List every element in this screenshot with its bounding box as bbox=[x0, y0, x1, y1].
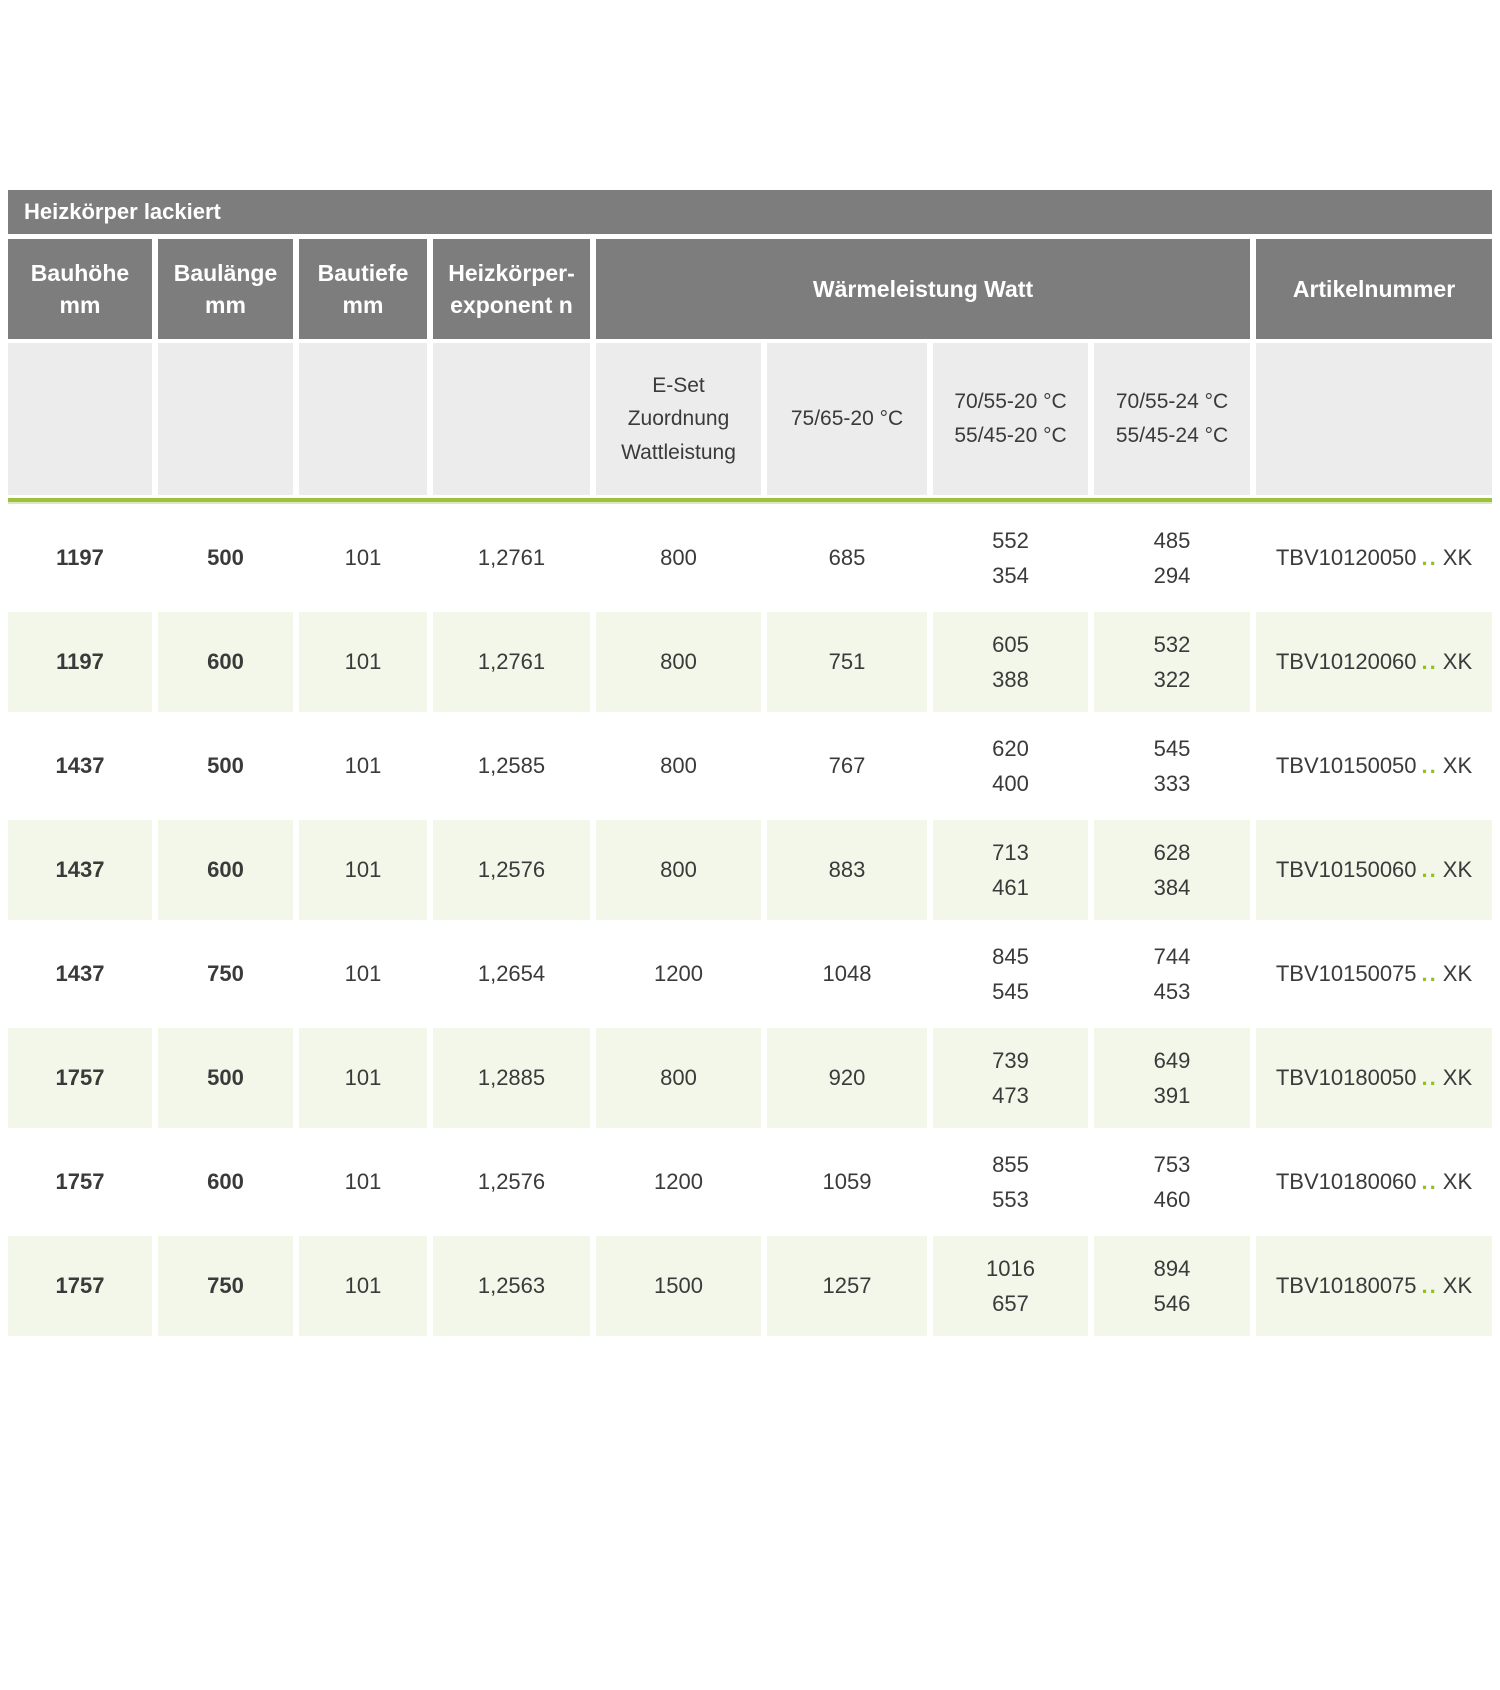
cell-eset-watt: 800 bbox=[596, 1028, 761, 1128]
cell-exponent: 1,2885 bbox=[433, 1028, 590, 1128]
artikel-prefix: TBV10120060 bbox=[1275, 649, 1417, 674]
cell-artikelnummer bbox=[1256, 1236, 1492, 1336]
cell-bauhoehe: 1197 bbox=[8, 508, 152, 608]
cell-eset-watt: 800 bbox=[596, 716, 761, 816]
cell-watt-7565: 883 bbox=[767, 820, 927, 920]
table-row bbox=[8, 612, 1492, 712]
cell-bautiefe: 101 bbox=[299, 1236, 427, 1336]
watt-value-low: 384 bbox=[1153, 875, 1191, 900]
header-line: mm bbox=[59, 292, 101, 318]
table-title: Heizkörper lackiert bbox=[24, 199, 221, 224]
watt-value-low: 400 bbox=[992, 771, 1029, 796]
cell-watt-7055-20 bbox=[933, 820, 1088, 920]
subheader-line: 70/55-24 °C bbox=[1115, 390, 1229, 414]
watt-value-high: 545 bbox=[1153, 735, 1191, 761]
cell-watt-7055-24 bbox=[1094, 1028, 1250, 1128]
cell-watt-7565: 751 bbox=[767, 612, 927, 712]
cell-watt-7055-20 bbox=[933, 1132, 1088, 1232]
subheader-line: Zuordnung bbox=[627, 407, 730, 431]
subheader-empty-exponent bbox=[433, 343, 590, 495]
watt-value-low: 333 bbox=[1153, 771, 1191, 796]
watt-value-high: 744 bbox=[1153, 943, 1191, 969]
subheader-empty-bautiefe bbox=[299, 343, 427, 495]
cell-exponent: 1,2576 bbox=[433, 1132, 590, 1232]
subheader-7565 bbox=[767, 343, 927, 495]
subheader-empty-artikelnummer bbox=[1256, 343, 1492, 495]
watt-value-high: 713 bbox=[992, 839, 1029, 865]
artikel-prefix: TBV10150050 bbox=[1275, 753, 1417, 778]
subheader-line: 55/45-24 °C bbox=[1115, 424, 1229, 447]
watt-value-high: 739 bbox=[992, 1047, 1029, 1073]
artikel-dots: .. bbox=[1421, 961, 1438, 986]
cell-bauhoehe: 1757 bbox=[8, 1028, 152, 1128]
watt-value-low: 322 bbox=[1153, 667, 1191, 692]
cell-bautiefe: 101 bbox=[299, 924, 427, 1024]
header-artikelnummer bbox=[1256, 239, 1492, 339]
artikel-prefix: TBV10180075 bbox=[1275, 1273, 1417, 1298]
watt-value-high: 649 bbox=[1153, 1047, 1191, 1073]
table-row bbox=[8, 1132, 1492, 1232]
artikel-prefix: TBV10180050 bbox=[1275, 1065, 1417, 1090]
subheader-7055-24 bbox=[1094, 343, 1250, 495]
cell-eset-watt: 1500 bbox=[596, 1236, 761, 1336]
cell-baulaenge: 600 bbox=[158, 1132, 293, 1232]
cell-watt-7055-20 bbox=[933, 924, 1088, 1024]
header-baulaenge bbox=[158, 239, 293, 339]
artikel-dots: .. bbox=[1421, 545, 1438, 570]
table-title-bar bbox=[8, 190, 1492, 234]
watt-value-low: 473 bbox=[992, 1083, 1029, 1108]
cell-artikelnummer bbox=[1256, 924, 1492, 1024]
subheader-line: E-Set bbox=[652, 373, 705, 397]
cell-bautiefe: 101 bbox=[299, 820, 427, 920]
cell-baulaenge: 750 bbox=[158, 1236, 293, 1336]
table-row bbox=[8, 1236, 1492, 1336]
cell-baulaenge: 500 bbox=[158, 508, 293, 608]
watt-value-high: 1016 bbox=[986, 1255, 1035, 1281]
cell-bautiefe: 101 bbox=[299, 508, 427, 608]
subheader-empty-bauhoehe bbox=[8, 343, 152, 495]
header-bauhoehe bbox=[8, 239, 152, 339]
artikel-dots: .. bbox=[1421, 649, 1438, 674]
radiator-spec-table bbox=[8, 190, 1492, 1336]
cell-artikelnummer bbox=[1256, 612, 1492, 712]
header-line: Wärmeleistung Watt bbox=[812, 275, 1034, 302]
cell-bauhoehe: 1437 bbox=[8, 924, 152, 1024]
cell-baulaenge: 600 bbox=[158, 820, 293, 920]
cell-watt-7055-20 bbox=[933, 612, 1088, 712]
cell-bauhoehe: 1437 bbox=[8, 820, 152, 920]
subheader-line: 55/45-20 °C bbox=[954, 424, 1067, 447]
cell-watt-7055-24 bbox=[1094, 820, 1250, 920]
cell-watt-7055-24 bbox=[1094, 508, 1250, 608]
cell-watt-7565: 767 bbox=[767, 716, 927, 816]
cell-exponent: 1,2585 bbox=[433, 716, 590, 816]
subheader-7055-20 bbox=[933, 343, 1088, 495]
cell-bautiefe: 101 bbox=[299, 1132, 427, 1232]
cell-baulaenge: 500 bbox=[158, 716, 293, 816]
cell-bauhoehe: 1757 bbox=[8, 1132, 152, 1232]
cell-baulaenge: 500 bbox=[158, 1028, 293, 1128]
watt-value-low: 354 bbox=[992, 563, 1029, 588]
watt-value-low: 553 bbox=[992, 1187, 1029, 1212]
artikel-dots: .. bbox=[1421, 1169, 1438, 1194]
cell-bautiefe: 101 bbox=[299, 1028, 427, 1128]
artikel-suffix: XK bbox=[1442, 753, 1473, 778]
artikel-suffix: XK bbox=[1442, 1169, 1473, 1194]
table-row bbox=[8, 820, 1492, 920]
cell-bauhoehe: 1437 bbox=[8, 716, 152, 816]
cell-watt-7055-20 bbox=[933, 1236, 1088, 1336]
artikel-prefix: TBV10150075 bbox=[1275, 961, 1417, 986]
header-bautiefe bbox=[299, 239, 427, 339]
artikel-suffix: XK bbox=[1442, 857, 1473, 882]
subheader-line: 75/65-20 °C bbox=[790, 407, 904, 431]
cell-watt-7055-24 bbox=[1094, 716, 1250, 816]
cell-exponent: 1,2654 bbox=[433, 924, 590, 1024]
watt-value-high: 628 bbox=[1153, 839, 1191, 865]
table-body bbox=[8, 508, 1492, 1336]
table-row bbox=[8, 716, 1492, 816]
cell-watt-7055-24 bbox=[1094, 924, 1250, 1024]
header-line: mm bbox=[205, 292, 246, 318]
cell-watt-7055-20 bbox=[933, 508, 1088, 608]
artikel-prefix: TBV10180060 bbox=[1275, 1169, 1417, 1194]
header-line: Baulänge bbox=[173, 259, 278, 286]
cell-bautiefe: 101 bbox=[299, 612, 427, 712]
watt-value-low: 388 bbox=[992, 667, 1029, 692]
watt-value-high: 605 bbox=[992, 631, 1029, 657]
watt-value-high: 485 bbox=[1153, 527, 1191, 553]
watt-value-low: 460 bbox=[1153, 1187, 1191, 1212]
cell-bauhoehe: 1197 bbox=[8, 612, 152, 712]
cell-artikelnummer bbox=[1256, 1028, 1492, 1128]
cell-watt-7565: 1257 bbox=[767, 1236, 927, 1336]
cell-bauhoehe: 1757 bbox=[8, 1236, 152, 1336]
cell-watt-7055-24 bbox=[1094, 612, 1250, 712]
artikel-dots: .. bbox=[1421, 857, 1438, 882]
green-separator-light bbox=[8, 502, 1492, 504]
artikel-dots: .. bbox=[1421, 753, 1438, 778]
cell-watt-7055-20 bbox=[933, 716, 1088, 816]
watt-value-low: 461 bbox=[992, 875, 1029, 900]
watt-value-low: 657 bbox=[992, 1291, 1029, 1316]
watt-value-low: 294 bbox=[1153, 563, 1191, 588]
watt-value-low: 545 bbox=[992, 979, 1029, 1004]
artikel-suffix: XK bbox=[1442, 545, 1473, 570]
cell-watt-7565: 1059 bbox=[767, 1132, 927, 1232]
cell-eset-watt: 800 bbox=[596, 508, 761, 608]
cell-eset-watt: 800 bbox=[596, 820, 761, 920]
subheader-line: 70/55-20 °C bbox=[954, 390, 1067, 414]
cell-watt-7055-24 bbox=[1094, 1236, 1250, 1336]
header-line: Heizkörper- bbox=[448, 259, 575, 286]
artikel-suffix: XK bbox=[1442, 961, 1473, 986]
subheader-eset bbox=[596, 343, 761, 495]
cell-watt-7565: 685 bbox=[767, 508, 927, 608]
cell-exponent: 1,2761 bbox=[433, 612, 590, 712]
cell-eset-watt: 1200 bbox=[596, 924, 761, 1024]
cell-exponent: 1,2761 bbox=[433, 508, 590, 608]
watt-value-high: 532 bbox=[1153, 631, 1191, 657]
cell-artikelnummer bbox=[1256, 1132, 1492, 1232]
watt-value-low: 391 bbox=[1153, 1083, 1191, 1108]
artikel-suffix: XK bbox=[1442, 1273, 1473, 1298]
header-waermeleistung bbox=[596, 239, 1250, 339]
watt-value-high: 552 bbox=[992, 527, 1029, 553]
artikel-prefix: TBV10120050 bbox=[1275, 545, 1417, 570]
cell-eset-watt: 800 bbox=[596, 612, 761, 712]
watt-value-low: 453 bbox=[1153, 979, 1191, 1004]
subheader-line: Wattleistung bbox=[621, 440, 736, 464]
header-line: mm bbox=[342, 292, 384, 318]
watt-value-low: 546 bbox=[1153, 1291, 1191, 1316]
cell-eset-watt: 1200 bbox=[596, 1132, 761, 1232]
cell-artikelnummer bbox=[1256, 716, 1492, 816]
artikel-suffix: XK bbox=[1442, 1065, 1473, 1090]
cell-artikelnummer bbox=[1256, 820, 1492, 920]
table-subheader-row bbox=[8, 343, 1492, 495]
cell-bautiefe: 101 bbox=[299, 716, 427, 816]
cell-baulaenge: 600 bbox=[158, 612, 293, 712]
cell-watt-7055-20 bbox=[933, 1028, 1088, 1128]
table-row bbox=[8, 924, 1492, 1024]
artikel-prefix: TBV10150060 bbox=[1275, 857, 1417, 882]
table-row bbox=[8, 508, 1492, 608]
header-line: Bautiefe bbox=[317, 259, 409, 286]
header-line: Artikelnummer bbox=[1292, 275, 1456, 302]
table-row bbox=[8, 1028, 1492, 1128]
cell-exponent: 1,2576 bbox=[433, 820, 590, 920]
cell-watt-7055-24 bbox=[1094, 1132, 1250, 1232]
header-exponent bbox=[433, 239, 590, 339]
cell-exponent: 1,2563 bbox=[433, 1236, 590, 1336]
header-line: Bauhöhe bbox=[30, 259, 130, 286]
cell-watt-7565: 1048 bbox=[767, 924, 927, 1024]
cell-artikelnummer bbox=[1256, 508, 1492, 608]
artikel-dots: .. bbox=[1421, 1273, 1438, 1298]
cell-baulaenge: 750 bbox=[158, 924, 293, 1024]
cell-watt-7565: 920 bbox=[767, 1028, 927, 1128]
watt-value-high: 620 bbox=[992, 735, 1029, 761]
table-header-row bbox=[8, 239, 1492, 339]
watt-value-high: 753 bbox=[1153, 1151, 1191, 1177]
watt-value-high: 845 bbox=[992, 943, 1029, 969]
watt-value-high: 894 bbox=[1153, 1255, 1191, 1281]
artikel-dots: .. bbox=[1421, 1065, 1438, 1090]
watt-value-high: 855 bbox=[992, 1151, 1029, 1177]
header-line: exponent n bbox=[450, 292, 573, 318]
artikel-suffix: XK bbox=[1442, 649, 1473, 674]
subheader-empty-baulaenge bbox=[158, 343, 293, 495]
